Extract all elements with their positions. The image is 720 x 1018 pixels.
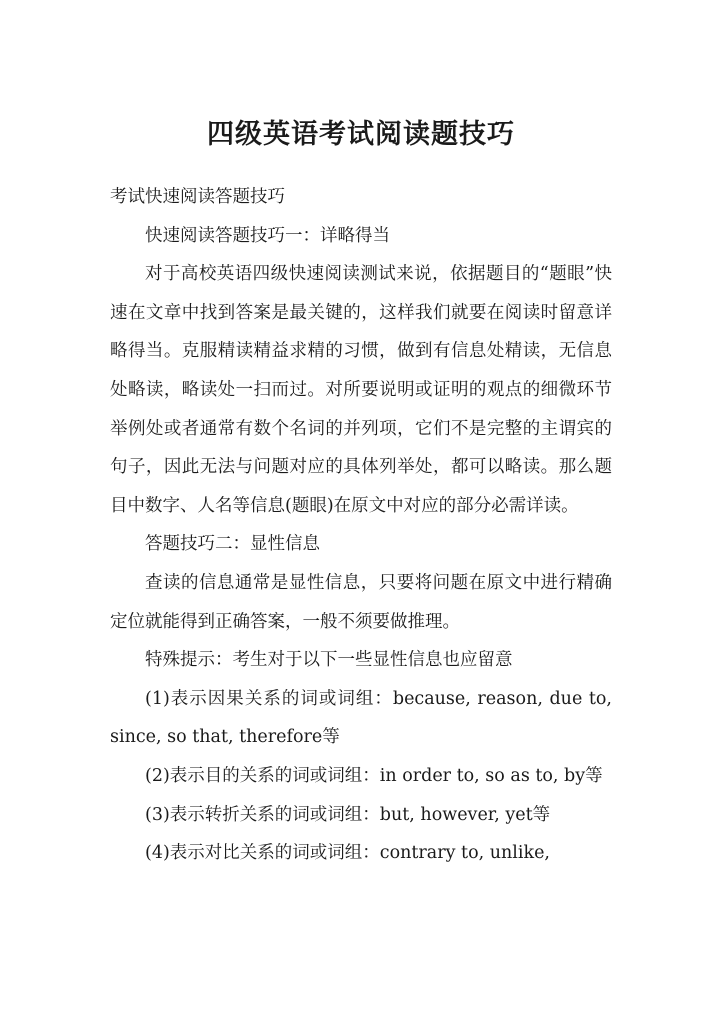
paragraph: 对于高校英语四级快速阅读测试来说，依据题目的“题眼”快速在文章中找到答案是最关键的，这样我们就要在阅读时留意详略得当。克服精读精益求精的习惯，做到有信息处精读，无信息处略读，略读处一扫而过。对所要说明或证明的观点的细微环节举例处或者通常有数个名词的并列项，它们不是完整的主谓宾的句子，因此无法与问题对应的具体列举处，都可以略读。那么题目中数字、人名等信息(题眼)在原文中对应的部分必需详读。	[110, 264, 612, 516]
paragraph: (1)表示因果关系的词或词组：because, reason, due to, since, so that, therefore等	[110, 688, 612, 748]
paragraph: 答题技巧二：显性信息	[145, 534, 320, 555]
paragraph: (2)表示目的关系的词或词组：in order to, so as to, by等	[145, 765, 603, 786]
paragraph: 特殊提示：考生对于以下一些显性信息也应留意	[145, 650, 513, 671]
document-title: 四级英语考试阅读题技巧	[207, 119, 515, 150]
document-body	[110, 178, 612, 873]
paragraph: (3)表示转折关系的词或词组：but, however, yet等	[145, 804, 551, 825]
paragraph: 考试快速阅读答题技巧	[110, 187, 285, 207]
paragraph: (4)表示对比关系的词或词组：contrary to, unlike,	[145, 843, 550, 864]
paragraph: 快速阅读答题技巧一：详略得当	[145, 225, 390, 246]
paragraph: 查读的信息通常是显性信息，只要将问题在原文中进行精确定位就能得到正确答案，一般不须要做推理。	[110, 572, 612, 632]
